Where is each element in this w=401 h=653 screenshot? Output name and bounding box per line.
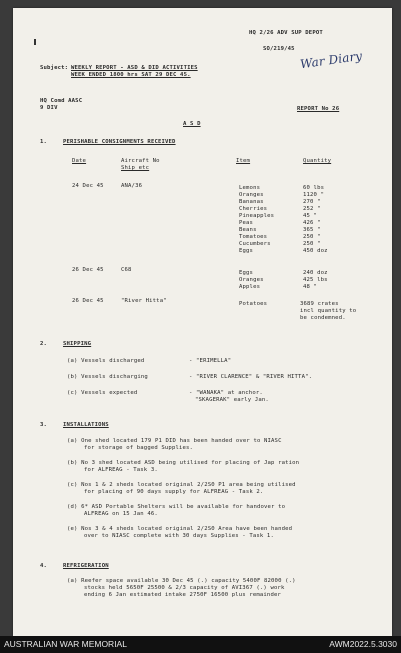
shipping-c-value-2: "SKAGERAK" early Jan. (195, 397, 269, 403)
table-row-item: Beans (239, 227, 257, 233)
shipping-b-label: (b) Vessels discharging (67, 374, 148, 380)
installation-e-line-1: (e) Nos 3 & 4 sheds located original 2/2S0 Area have been handed (67, 526, 293, 532)
table-row-qty: 450 doz (303, 248, 328, 254)
table-row-item: Eggs (239, 270, 254, 276)
shipping-b-value: - "RIVER CLARENCE" & "RIVER HITTA". (189, 374, 313, 380)
table-row-item: Apples (239, 284, 261, 290)
table-row-qty: 48 " (303, 284, 318, 290)
section-2-number: 2. (40, 341, 48, 347)
archive-footer (0, 636, 401, 653)
installation-a-line-2: for storage of bagged Supplies. (84, 445, 194, 451)
subject-label: Subject: (40, 65, 69, 71)
subject-line-1: WEEKLY REPORT - ASD & DID ACTIVITIES (71, 65, 198, 71)
group-3-ship: "River Hitta" (121, 298, 167, 304)
shipping-a-value: - "ERIMELLA" (189, 358, 232, 364)
column-aircraft: Aircraft No (121, 158, 160, 164)
section-4-title: REFRIGERATION (63, 563, 109, 569)
installation-c-line-2: for placing of 90 days supply for ALFREAG - Task 2. (84, 489, 264, 495)
footer-institution: AUSTRALIAN WAR MEMORIAL (4, 639, 127, 649)
installation-d-line-2: ALFREAG on 15 Jan 46. (84, 511, 158, 517)
installation-e-line-2: over to NIASC complete with 30 days Supplies - Task 1. (84, 533, 274, 539)
shipping-a-label: (a) Vessels discharged (67, 358, 145, 364)
document-page (13, 8, 392, 636)
table-row-qty: 270 " (303, 199, 321, 205)
unit-heading: HQ 2/26 ADV SUP DEPOT (249, 30, 323, 36)
handwritten-note: War Diary (299, 48, 364, 72)
section-title: A S D (183, 121, 201, 127)
table-row-qty: 425 lbs (303, 277, 328, 283)
table-row-item: Tomatoes (239, 234, 268, 240)
section-3-title: INSTALLATIONS (63, 422, 109, 428)
hole-mark (34, 39, 36, 45)
refrigeration-a-line-2: stocks held 5650F 25500 & 2/3 capacity of AVI367 (.) work (84, 585, 285, 591)
file-reference: SO/219/45 (263, 46, 295, 52)
group-2-date: 26 Dec 45 (72, 267, 104, 273)
section-4-number: 4. (40, 563, 48, 569)
installation-d-line-1: (d) 6* ASD Portable Shelters will be available for handover to (67, 504, 286, 510)
table-row-item: Cherries (239, 206, 268, 212)
group-1-ship: ANA/36 (121, 183, 143, 189)
table-row-qty: 426 " (303, 220, 321, 226)
table-row-qty: 250 " (303, 234, 321, 240)
table-row-item: Lemons (239, 185, 261, 191)
section-3-number: 3. (40, 422, 48, 428)
table-row-qty: 1120 " (303, 192, 325, 198)
section-1-title: PERISHABLE CONSIGNMENTS RECEIVED (63, 139, 176, 145)
column-date: Date (72, 158, 87, 164)
table-row-item: Peas (239, 220, 254, 226)
report-number: REPORT No 26 (297, 106, 340, 112)
table-row-item: Oranges (239, 192, 264, 198)
installation-b-line-1: (b) No 3 shed located ASD being utilised for placing of Jap ration (67, 460, 300, 466)
group-3-qty-line-1: 3689 crates (300, 301, 339, 307)
installation-b-line-2: for ALFREAG - Task 3. (84, 467, 158, 473)
group-1-date: 24 Dec 45 (72, 183, 104, 189)
group-3-date: 26 Dec 45 (72, 298, 104, 304)
table-row-qty: 60 lbs (303, 185, 325, 191)
subject-line-2: WEEK ENDED 1800 hrs SAT 29 DEC 45. (71, 72, 191, 78)
table-row-qty: 252 " (303, 206, 321, 212)
shipping-c-value-1: - "WANAKA" at anchor. (189, 390, 263, 396)
addressee-line-1: HQ Comd AASC (40, 98, 83, 104)
table-row-item: Pineapples (239, 213, 275, 219)
table-row-item: Eggs (239, 248, 254, 254)
table-row-item: Potatoes (239, 301, 268, 307)
group-3-qty-line-2: incl quantity to (300, 308, 357, 314)
table-row-item: Bananas (239, 199, 264, 205)
installation-c-line-1: (c) Nos 1 & 2 sheds located original 2/2S0 P1 area being utilised (67, 482, 296, 488)
group-3-qty-line-3: be condemned. (300, 315, 346, 321)
column-quantity: Quantity (303, 158, 332, 164)
shipping-c-label: (c) Vessels expected (67, 390, 138, 396)
installation-a-line-1: (a) One shed located 179 P1 DID has been handed over to NIASC (67, 438, 282, 444)
table-row-qty: 240 doz (303, 270, 328, 276)
addressee-line-2: 9 DIV (40, 105, 58, 111)
table-row-qty: 365 " (303, 227, 321, 233)
group-2-ship: C68 (121, 267, 132, 273)
table-row-qty: 250 " (303, 241, 321, 247)
refrigeration-a-line-3: ending 6 Jan estimated intake 2750F 16500 plus remainder (84, 592, 281, 598)
section-2-title: SHIPPING (63, 341, 92, 347)
table-row-item: Cucumbers (239, 241, 271, 247)
column-item: Item (236, 158, 251, 164)
column-ship: Ship etc (121, 165, 150, 171)
refrigeration-a-line-1: (a) Reefer space available 30 Dec 45 (.) capacity 5400F 82000 (.) (67, 578, 296, 584)
table-row-qty: 45 " (303, 213, 318, 219)
section-1-number: 1. (40, 139, 48, 145)
table-row-item: Oranges (239, 277, 264, 283)
footer-accession-number: AWM2022.5.3030 (329, 639, 397, 649)
